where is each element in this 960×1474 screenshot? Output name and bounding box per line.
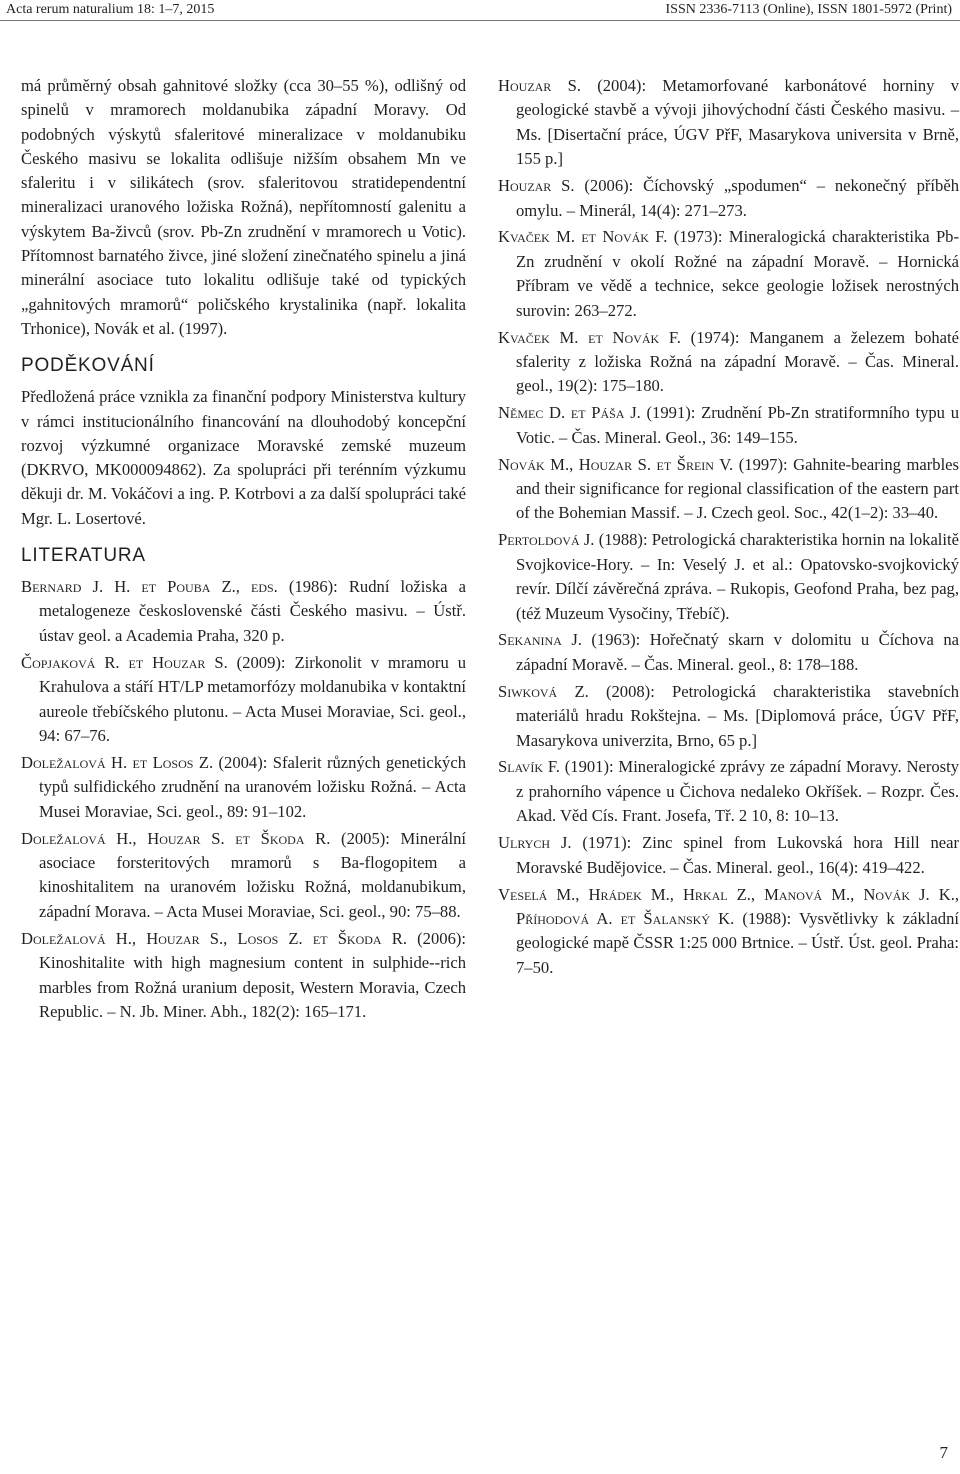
acknowledgements-heading: PODĚKOVÁNÍ — [21, 355, 155, 377]
header-rule — [0, 20, 960, 21]
reference-list-left — [21, 575, 466, 1024]
reference-entry: Siwková Z. (2008): Petrologická charakteristika stavebních materiálů hradu Rokštejna. – Ms. [Diplomová práce, ÚGV PřF, Masarykova univerzita, Brno, 65 p.] — [498, 681, 959, 750]
acknowledgements-text: Předložená práce vznikla za finanční podpory Ministerstva kultury v rámci institucionálního financování na dlouhodobý koncepční rozvoj výzkumné organizace Moravské zemské muzeum (DKRVO, MK000094862). Za spolupráci při terénním výzkumu děkuji dr. M. Vokáčovi a ing. P. Kotrbovi a za další spolupráci také Mgr. L. Losertové. — [21, 387, 466, 528]
reference-entry: Bernard J. H. et Pouba Z., eds. (1986): Rudní ložiska a metalogeneze československé části Českého masivu. – Ústř. ústav geol. a Academia Praha, 320 p. — [21, 577, 466, 645]
reference-entry: Sekanina J. (1963): Hořečnatý skarn v dolomitu u Číchova na západní Moravě. – Čas. Mineral. geol., 8: 178–188. — [498, 630, 959, 674]
literature-heading: LITERATURA — [21, 545, 146, 567]
reference-entry: Doležalová H., Houzar S., Losos Z. et Škoda R. (2006): Kinoshitalite with high magnesium content in sulphide--rich marbles from Rožná uranium deposit, Western Moravia, Czech Republic. – N. Jb. Miner. Abh., 182(2): 165–171. — [21, 928, 467, 1021]
running-header — [0, 0, 960, 22]
reference-entry: Čopjaková R. et Houzar S. (2009): Zirkonolit v mramoru u Krahulova a stáří HT/LP metamorfózy moldanubika v kontaktní aureole třebíčského plutonu. – Acta Musei Moraviae, Sci. geol., 94: 67–76. — [21, 652, 466, 745]
reference-entry: Houzar S. (2004): Metamorfované karbonátové horniny v geologické stavbě a vývoji jihovýchodní části Českého masivu. – Ms. [Disertační práce, ÚGV PřF, Masarykova universita v Brně, 155 p.] — [498, 76, 959, 169]
reference-entry: Doležalová H. et Losos Z. (2004): Sfalerit různých genetických typů sulfidického zrudnění na uranovém ložisku Rožná. – Acta Musei Moraviae, Sci. geol., 89: 91–102. — [21, 752, 466, 821]
reference-entry: Němec D. et Páša J. (1991): Zrudnění Pb-Zn stratiformního typu u Votic. – Čas. Mineral. Geol., 36: 149–155. — [498, 403, 959, 447]
left-column — [21, 74, 466, 1027]
reference-entry: Novák M., Houzar S. et Šrein V. (1997): Gahnite-bearing marbles and their significance for regional classification of the eastern part of the Bohemian Massif. – J. Czech geol. Soc., 42(1–2): 33–40. — [498, 454, 960, 523]
intro-paragraph: má průměrný obsah gahnitové složky (cca 30–55 %), odlišný od spinelů v mramorech moldanubika západní Moravy. Od podobných výskytů sfaleritové mineralizace v moldanubiku Českého masivu se lokalita odlišuje nižším obsahem Mn ve sfaleritu i v silikátech (srov. sfaleritovou stratidependentní mineralizaci uranového ložiska Rožná), nepřítomností galenitu a výskytem Ba-živců (srov. Pb-Zn zrudnění v mramorech u Votic). Přítomnost barnatého živce, jiné složení zinečnatého spinelu a jiná minerální asociace tuto lokalitu odlišuje také od typických „gahnitových mramorů“ poličského krystalinika (např. lokalita Trhonice), Novák et al. (1997). — [21, 76, 466, 338]
reference-entry: Ulrych J. (1971): Zinc spinel from Lukovská hora Hill near Moravské Budějovice. – Čas. Mineral. geol., 16(4): 419–422. — [498, 833, 959, 877]
reference-entry: Kvaček M. et Novák F. (1973): Mineralogická charakteristika Pb-Zn zrudnění v okolí Rožné na západní Moravě. – Hornická Příbram ve vědě a technice, sekce geologie ložisek nerostných surovin: 263–272. — [498, 227, 960, 320]
journal-citation: Acta rerum naturalium 18: 1–7, 2015 — [6, 2, 215, 17]
reference-entry: Kvaček M. et Novák F. (1974): Manganem a železem bohaté sfalerity z ložiska Rožná na západní Moravě. – Čas. Mineral. geol., 19(2): 175–180. — [498, 327, 959, 396]
page-number: 7 — [939, 1443, 948, 1462]
issn-info: ISSN 2336-7113 (Online), ISSN 1801-5972 (Print) — [665, 2, 952, 17]
reference-entry: Doležalová H., Houzar S. et Škoda R. (2005): Minerální asociace forsteritových mramorů s Ba-flogopitem a kinoshitalitem na uranovém ložisku Rožná, moldanubikum, západní Morava. – Acta Musei Moraviae, Sci. geol., 90: 75–88. — [21, 828, 466, 921]
reference-list-right — [498, 74, 959, 980]
reference-entry: Slavík F. (1901): Mineralogické zprávy ze západní Moravy. Nerosty z prahorního vápence u Čichova nedaleko Okříšek. – Rozpr. Čes. Akad. Věd Cís. Frant. Josefa, Tř. 2 10, 8: 10–13. — [498, 757, 960, 826]
reference-entry: Houzar S. (2006): Číchovský „spodumen“ – nekonečný příběh omylu. – Minerál, 14(4): 271–273. — [498, 176, 959, 220]
right-column — [498, 74, 959, 983]
reference-entry: Pertoldová J. (1988): Petrologická charakteristika hornin na lokalitě Svojkovice-Hory. – In: Veselý J. et al.: Opatovsko-svojkovický revír. Dílčí závěrečná zpráva. – Rukopis, Geofond Praha, bez pag, (též Muzeum Vysočiny, Třebíč). — [498, 530, 960, 623]
reference-entry: Veselá M., Hrádek M., Hrkal Z., Manová M., Novák J. K., Příhodová A. et Šalanský K. (1988): Vysvětlivky k základní geologické mapě ČSSR 1:25 000 Brtnice. – Ústř. Úst. geol. Praha: 7–50. — [498, 884, 959, 977]
